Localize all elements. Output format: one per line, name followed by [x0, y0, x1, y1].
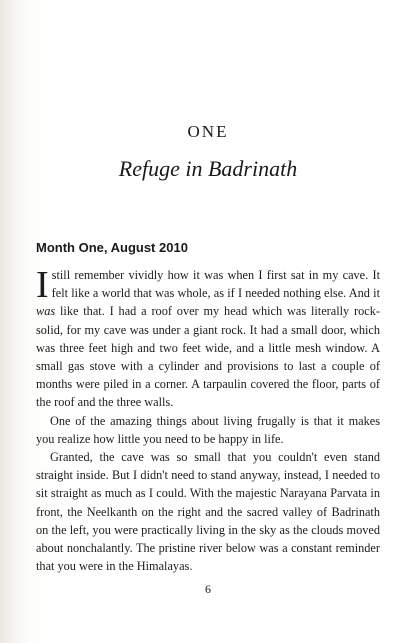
paragraph-3-text: Granted, the cave was so small that you couldn't even stand straight inside. But I didn't need to stand anyway, instead, I needed to sit straight as much as I could. With the majestic Narayana Parvata in front, the Neelkanth on the right and the sacred valley of Badrinath on the left, you were practically living in the sky as the clouds moved about nonchalantly. The pristine river below was a constant reminder that you were in the Himalayas.	[36, 450, 380, 574]
emphasis-was: was	[36, 304, 56, 319]
chapter-number: ONE	[187, 122, 229, 141]
paragraph-2-text: One of the amazing things about living frugally is that it makes you realize how little you need to be happy in life.	[36, 413, 380, 446]
paragraph-1-text-a: still remember vividly how it was when I first sat in my cave. It felt like a world that was whole, as if I needed nothing else. And it	[51, 268, 380, 301]
paragraph-3	[36, 448, 380, 575]
paragraph-1-text-b: like that. I had a roof over my head which was literally rock-solid, for my cave was under a giant rock. It had a small door, which was three feet high and two feet wide, and a little mesh window. A small gas stove with a cylinder and provisions to last a couple of months were piled in a corner. A tarpaulin covered the floor, parts of the roof and the three walls.	[36, 304, 380, 410]
drop-cap: I	[36, 264, 49, 306]
paragraph-2	[36, 412, 380, 448]
section-heading: Month One, August 2010	[36, 240, 188, 255]
chapter-title: Refuge in Badrinath	[118, 156, 298, 181]
body-text	[36, 266, 380, 575]
page-number: 6	[205, 582, 211, 596]
paragraph-1	[36, 266, 380, 412]
